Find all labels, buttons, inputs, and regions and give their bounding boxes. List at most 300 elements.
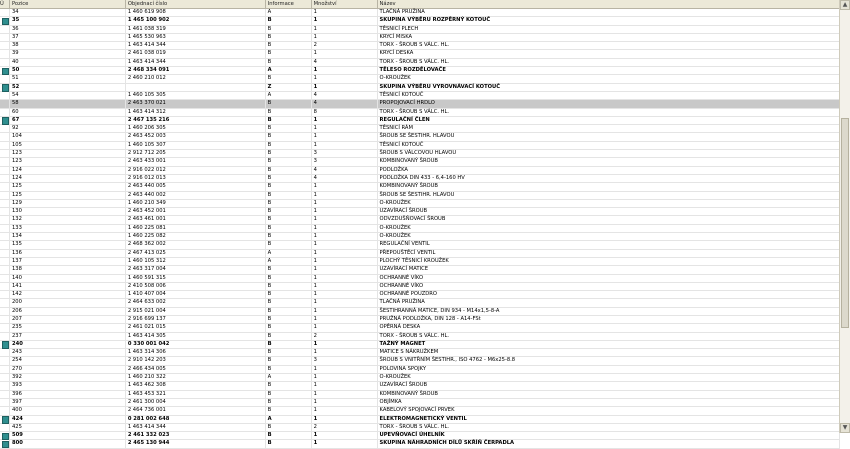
cell-pozice: 52: [10, 84, 126, 91]
cell-mnozstvi: 1: [312, 133, 378, 140]
cell-mnozstvi: 1: [312, 117, 378, 124]
cell-pozice: 142: [10, 291, 126, 298]
cell-pozice: 92: [10, 125, 126, 132]
cell-nazev: O-KROUŽEK: [378, 75, 840, 82]
cell-objednaci-cislo: 2 461 038 019: [126, 50, 266, 57]
cell-objednaci-cislo: 0 281 002 648: [126, 416, 266, 423]
cell-u: [0, 399, 10, 406]
cell-pozice: 254: [10, 357, 126, 364]
table-row[interactable]: [0, 117, 840, 125]
cell-informace: B: [266, 324, 312, 331]
cell-pozice: 135: [10, 241, 126, 248]
cell-u: [0, 192, 10, 199]
table-row[interactable]: [0, 67, 840, 75]
cell-objednaci-cislo: 2 463 317 004: [126, 266, 266, 273]
cell-informace: B: [266, 432, 312, 439]
table-row[interactable]: [0, 200, 840, 208]
table-row[interactable]: [0, 316, 840, 324]
cell-nazev: TĚSNICÍ RÁM: [378, 125, 840, 132]
cell-objednaci-cislo: 1 460 206 305: [126, 125, 266, 132]
cell-nazev: OBJÍMKA: [378, 399, 840, 406]
cell-u: [0, 432, 10, 439]
cell-u: [0, 26, 10, 33]
cell-mnozstvi: 1: [312, 266, 378, 273]
cell-objednaci-cislo: 1 463 414 344: [126, 424, 266, 431]
cell-mnozstvi: 1: [312, 84, 378, 91]
assembly-group-icon: [2, 441, 9, 449]
cell-nazev: TLAČNÁ PRUŽINA: [378, 299, 840, 306]
column-header-pozice[interactable]: Pozice: [10, 0, 126, 8]
cell-objednaci-cislo: 1 460 210 349: [126, 200, 266, 207]
assembly-group-icon: [2, 433, 9, 441]
cell-u: [0, 117, 10, 124]
cell-nazev: KRYCÍ MISKA: [378, 34, 840, 41]
cell-u: [0, 316, 10, 323]
cell-informace: B: [266, 183, 312, 190]
cell-objednaci-cislo: 2 916 012 013: [126, 175, 266, 182]
cell-mnozstvi: 1: [312, 241, 378, 248]
cell-mnozstvi: 3: [312, 150, 378, 157]
cell-u: [0, 59, 10, 66]
cell-mnozstvi: 1: [312, 9, 378, 16]
cell-pozice: 237: [10, 333, 126, 340]
cell-informace: B: [266, 316, 312, 323]
cell-pozice: 37: [10, 34, 126, 41]
cell-nazev: MATICE S NÁKRUŽKEM: [378, 349, 840, 356]
cell-objednaci-cislo: [126, 84, 266, 91]
column-header-u[interactable]: Ú: [0, 0, 10, 8]
cell-pozice: 124: [10, 167, 126, 174]
cell-pozice: 105: [10, 142, 126, 149]
cell-mnozstvi: 1: [312, 142, 378, 149]
cell-u: [0, 133, 10, 140]
table-row[interactable]: [0, 341, 840, 349]
table-row[interactable]: [0, 382, 840, 390]
cell-mnozstvi: 1: [312, 382, 378, 389]
cell-u: [0, 357, 10, 364]
cell-pozice: 509: [10, 432, 126, 439]
cell-mnozstvi: 1: [312, 233, 378, 240]
cell-objednaci-cislo: 2 461 332 023: [126, 432, 266, 439]
table-row[interactable]: [0, 308, 840, 316]
table-row[interactable]: [0, 424, 840, 432]
cell-mnozstvi: 1: [312, 192, 378, 199]
table-row[interactable]: [0, 333, 840, 341]
table-row[interactable]: [0, 34, 840, 42]
cell-u: [0, 324, 10, 331]
cell-informace: B: [266, 391, 312, 398]
table-row[interactable]: [0, 26, 840, 34]
cell-mnozstvi: 1: [312, 258, 378, 265]
cell-informace: B: [266, 349, 312, 356]
cell-nazev: TORX - ŠROUB S VÁLC. HL.: [378, 109, 840, 116]
cell-u: [0, 183, 10, 190]
cell-nazev: ŠROUB S VNITŘNÍM ŠESTIHR., ISO 4762 - M6x25-8.8: [378, 357, 840, 364]
cell-mnozstvi: 1: [312, 440, 378, 447]
cell-informace: B: [266, 59, 312, 66]
cell-objednaci-cislo: 2 467 135 216: [126, 117, 266, 124]
cell-u: [0, 416, 10, 423]
cell-mnozstvi: 1: [312, 299, 378, 306]
cell-mnozstvi: 1: [312, 366, 378, 373]
cell-nazev: TORX - ŠROUB S VÁLC. HL.: [378, 42, 840, 49]
cell-informace: B: [266, 333, 312, 340]
cell-u: [0, 216, 10, 223]
table-row[interactable]: [0, 416, 840, 424]
table-row[interactable]: [0, 399, 840, 407]
cell-nazev: TĚSNICÍ PLECH: [378, 26, 840, 33]
cell-pozice: 39: [10, 50, 126, 57]
cell-informace: B: [266, 34, 312, 41]
cell-u: [0, 258, 10, 265]
cell-u: [0, 241, 10, 248]
cell-objednaci-cislo: 2 912 712 205: [126, 150, 266, 157]
cell-u: [0, 9, 10, 16]
cell-informace: A: [266, 258, 312, 265]
cell-pozice: 54: [10, 92, 126, 99]
cell-objednaci-cislo: 2 410 508 006: [126, 283, 266, 290]
cell-pozice: 58: [10, 100, 126, 107]
cell-nazev: ŠROUB S VÁLCOVOU HLAVOU: [378, 150, 840, 157]
cell-pozice: 800: [10, 440, 126, 447]
cell-informace: B: [266, 357, 312, 364]
cell-objednaci-cislo: 2 463 452 003: [126, 133, 266, 140]
cell-u: [0, 109, 10, 116]
cell-informace: B: [266, 117, 312, 124]
cell-nazev: OCHRANNÉ VÍKO: [378, 283, 840, 290]
table-row[interactable]: [0, 17, 840, 25]
cell-informace: B: [266, 275, 312, 282]
cell-pozice: 400: [10, 407, 126, 414]
cell-objednaci-cislo: 2 461 300 004: [126, 399, 266, 406]
cell-objednaci-cislo: 2 465 130 944: [126, 440, 266, 447]
cell-objednaci-cislo: 1 460 105 305: [126, 92, 266, 99]
cell-mnozstvi: 1: [312, 50, 378, 57]
cell-mnozstvi: 1: [312, 250, 378, 257]
cell-u: [0, 266, 10, 273]
table-row[interactable]: [0, 175, 840, 183]
table-row[interactable]: [0, 357, 840, 365]
table-row[interactable]: [0, 158, 840, 166]
table-row[interactable]: [0, 133, 840, 141]
cell-mnozstvi: 1: [312, 67, 378, 74]
cell-objednaci-cislo: 1 460 105 312: [126, 258, 266, 265]
cell-u: [0, 299, 10, 306]
cell-nazev: OCHRANNÉ POUZDRO: [378, 291, 840, 298]
cell-u: [0, 175, 10, 182]
assembly-group-icon: [2, 84, 9, 92]
cell-pozice: 123: [10, 158, 126, 165]
cell-objednaci-cislo: 2 468 334 091: [126, 67, 266, 74]
cell-mnozstvi: 1: [312, 183, 378, 190]
column-header-nazev[interactable]: Název: [378, 0, 840, 8]
cell-nazev: KABELOVÝ SPOJOVACÍ PRVEK: [378, 407, 840, 414]
cell-pozice: 35: [10, 17, 126, 24]
cell-u: [0, 42, 10, 49]
cell-nazev: PRUŽNÁ PODLOŽKA, DIN 128 - A14-FSt: [378, 316, 840, 323]
cell-informace: B: [266, 241, 312, 248]
cell-objednaci-cislo: 1 410 407 004: [126, 291, 266, 298]
cell-pozice: 270: [10, 366, 126, 373]
cell-mnozstvi: 1: [312, 324, 378, 331]
cell-mnozstvi: 1: [312, 432, 378, 439]
cell-u: [0, 158, 10, 165]
cell-informace: A: [266, 374, 312, 381]
cell-pozice: 206: [10, 308, 126, 315]
cell-u: [0, 84, 10, 91]
cell-u: [0, 440, 10, 447]
cell-nazev: PODLOŽKA DIN 433 - 6,4-160 HV: [378, 175, 840, 182]
cell-mnozstvi: 3: [312, 357, 378, 364]
cell-objednaci-cislo: 1 461 038 319: [126, 26, 266, 33]
cell-nazev: TĚSNICÍ KOTOUČ: [378, 92, 840, 99]
column-header-mnozstvi[interactable]: Množství: [312, 0, 378, 8]
cell-objednaci-cislo: 2 468 362 002: [126, 241, 266, 248]
cell-informace: B: [266, 200, 312, 207]
cell-nazev: ELEKTROMAGNETICKÝ VENTIL: [378, 416, 840, 423]
cell-objednaci-cislo: 1 463 414 344: [126, 42, 266, 49]
cell-u: [0, 34, 10, 41]
cell-mnozstvi: 1: [312, 308, 378, 315]
table-row[interactable]: [0, 299, 840, 307]
cell-mnozstvi: 1: [312, 374, 378, 381]
cell-nazev: REGULAČNÍ ČLEN: [378, 117, 840, 124]
cell-informace: B: [266, 266, 312, 273]
cell-objednaci-cislo: 1 460 225 081: [126, 225, 266, 232]
cell-u: [0, 275, 10, 282]
table-row[interactable]: [0, 250, 840, 258]
cell-u: [0, 67, 10, 74]
cell-informace: A: [266, 92, 312, 99]
table-row[interactable]: [0, 391, 840, 399]
cell-u: [0, 374, 10, 381]
cell-pozice: 130: [10, 208, 126, 215]
cell-pozice: 123: [10, 150, 126, 157]
table-row[interactable]: [0, 241, 840, 249]
table-row[interactable]: [0, 192, 840, 200]
cell-u: [0, 349, 10, 356]
table-row[interactable]: [0, 366, 840, 374]
cell-informace: B: [266, 125, 312, 132]
cell-objednaci-cislo: 2 461 021 015: [126, 324, 266, 331]
table-row[interactable]: [0, 142, 840, 150]
table-row[interactable]: [0, 225, 840, 233]
cell-mnozstvi: 1: [312, 291, 378, 298]
cell-informace: B: [266, 50, 312, 57]
cell-u: [0, 150, 10, 157]
cell-u: [0, 225, 10, 232]
column-header-objednaci-cislo[interactable]: Objednací číslo: [126, 0, 266, 8]
cell-mnozstvi: 1: [312, 200, 378, 207]
cell-u: [0, 167, 10, 174]
cell-objednaci-cislo: 1 463 414 305: [126, 333, 266, 340]
cell-objednaci-cislo: 2 463 461 001: [126, 216, 266, 223]
cell-u: [0, 424, 10, 431]
cell-pozice: 140: [10, 275, 126, 282]
table-row[interactable]: [0, 440, 840, 448]
cell-pozice: 51: [10, 75, 126, 82]
cell-pozice: 138: [10, 266, 126, 273]
cell-u: [0, 407, 10, 414]
cell-mnozstvi: 1: [312, 275, 378, 282]
cell-u: [0, 333, 10, 340]
cell-informace: A: [266, 67, 312, 74]
cell-nazev: KOMBINOVANÝ ŠROUB: [378, 183, 840, 190]
cell-informace: B: [266, 216, 312, 223]
cell-informace: B: [266, 109, 312, 116]
table-row[interactable]: [0, 258, 840, 266]
assembly-group-icon: [2, 117, 9, 125]
cell-objednaci-cislo: 1 460 105 307: [126, 142, 266, 149]
cell-informace: B: [266, 100, 312, 107]
table-row[interactable]: [0, 59, 840, 67]
cell-nazev: O-KROUŽEK: [378, 374, 840, 381]
scroll-up-icon[interactable]: ▲: [840, 0, 850, 10]
scroll-down-icon[interactable]: ▼: [840, 423, 850, 433]
cell-pozice: 132: [10, 216, 126, 223]
table-row[interactable]: [0, 324, 840, 332]
table-row[interactable]: [0, 84, 840, 92]
cell-mnozstvi: 4: [312, 59, 378, 66]
cell-u: [0, 75, 10, 82]
cell-pozice: 125: [10, 183, 126, 190]
column-header-informace[interactable]: Informace: [266, 0, 312, 8]
cell-mnozstvi: 1: [312, 125, 378, 132]
cell-informace: B: [266, 399, 312, 406]
cell-objednaci-cislo: 2 916 022 012: [126, 167, 266, 174]
cell-informace: B: [266, 142, 312, 149]
cell-u: [0, 17, 10, 24]
cell-nazev: OCHRANNÉ VÍKO: [378, 275, 840, 282]
cell-informace: B: [266, 158, 312, 165]
cell-nazev: TAŽNÝ MAGNET: [378, 341, 840, 348]
cell-pozice: 207: [10, 316, 126, 323]
cell-pozice: 424: [10, 416, 126, 423]
cell-nazev: POLOVINA SPOJKY: [378, 366, 840, 373]
table-row[interactable]: [0, 216, 840, 224]
cell-mnozstvi: 4: [312, 92, 378, 99]
cell-objednaci-cislo: 2 463 370 021: [126, 100, 266, 107]
cell-u: [0, 291, 10, 298]
cell-pozice: 134: [10, 233, 126, 240]
cell-informace: B: [266, 382, 312, 389]
table-row[interactable]: [0, 42, 840, 50]
cell-objednaci-cislo: 2 463 433 001: [126, 158, 266, 165]
cell-nazev: ODVZDUŠŇOVACÍ ŠROUB: [378, 216, 840, 223]
cell-pozice: 396: [10, 391, 126, 398]
cell-pozice: 141: [10, 283, 126, 290]
table-row[interactable]: [0, 100, 840, 108]
cell-nazev: OPĚRNÁ DESKA: [378, 324, 840, 331]
table-row[interactable]: [0, 266, 840, 274]
cell-objednaci-cislo: 1 460 619 908: [126, 9, 266, 16]
cell-objednaci-cislo: 1 465 530 963: [126, 34, 266, 41]
cell-u: [0, 341, 10, 348]
cell-nazev: ŠROUB SE ŠESTIHR. HLAVOU: [378, 192, 840, 199]
scrollbar-thumb[interactable]: [841, 118, 849, 328]
table-row[interactable]: [0, 275, 840, 283]
cell-mnozstvi: 1: [312, 283, 378, 290]
cell-informace: B: [266, 407, 312, 414]
table-row[interactable]: [0, 167, 840, 175]
cell-pozice: 392: [10, 374, 126, 381]
cell-informace: B: [266, 341, 312, 348]
cell-mnozstvi: 2: [312, 333, 378, 340]
cell-nazev: TĚLESO ROZDĚLOVAČE: [378, 67, 840, 74]
cell-mnozstvi: 1: [312, 17, 378, 24]
cell-objednaci-cislo: 2 466 434 005: [126, 366, 266, 373]
cell-nazev: O-KROUŽEK: [378, 200, 840, 207]
cell-objednaci-cislo: 1 460 591 315: [126, 275, 266, 282]
cell-informace: B: [266, 366, 312, 373]
table-row[interactable]: [0, 407, 840, 415]
cell-informace: A: [266, 250, 312, 257]
cell-mnozstvi: 4: [312, 100, 378, 107]
cell-u: [0, 233, 10, 240]
cell-u: [0, 208, 10, 215]
cell-informace: B: [266, 150, 312, 157]
cell-mnozstvi: 4: [312, 167, 378, 174]
table-row[interactable]: [0, 183, 840, 191]
cell-informace: A: [266, 9, 312, 16]
vertical-scrollbar[interactable]: [839, 0, 850, 433]
cell-nazev: KOMBINOVANÝ ŠROUB: [378, 158, 840, 165]
cell-mnozstvi: 1: [312, 391, 378, 398]
cell-u: [0, 308, 10, 315]
cell-objednaci-cislo: 2 910 142 203: [126, 357, 266, 364]
cell-pozice: 393: [10, 382, 126, 389]
cell-mnozstvi: 2: [312, 424, 378, 431]
cell-objednaci-cislo: 2 916 699 137: [126, 316, 266, 323]
cell-u: [0, 92, 10, 99]
table-row[interactable]: [0, 109, 840, 117]
cell-objednaci-cislo: 1 460 210 322: [126, 374, 266, 381]
cell-informace: B: [266, 424, 312, 431]
cell-pozice: 200: [10, 299, 126, 306]
cell-objednaci-cislo: 0 330 001 042: [126, 341, 266, 348]
cell-mnozstvi: 1: [312, 34, 378, 41]
table-row[interactable]: [0, 75, 840, 83]
cell-mnozstvi: 2: [312, 42, 378, 49]
cell-pozice: 60: [10, 109, 126, 116]
cell-mnozstvi: 1: [312, 26, 378, 33]
cell-u: [0, 200, 10, 207]
cell-informace: B: [266, 308, 312, 315]
cell-u: [0, 50, 10, 57]
cell-objednaci-cislo: 1 463 414 344: [126, 59, 266, 66]
cell-pozice: 38: [10, 42, 126, 49]
table-row[interactable]: [0, 50, 840, 58]
cell-objednaci-cislo: 2 467 413 025: [126, 250, 266, 257]
cell-objednaci-cislo: 1 463 314 306: [126, 349, 266, 356]
table-body: [0, 9, 840, 449]
cell-nazev: TORX - ŠROUB S VÁLC. HL.: [378, 424, 840, 431]
cell-nazev: SKUPINA VÝBĚRU VYROVNÁVACÍ KOTOUČ: [378, 84, 840, 91]
cell-objednaci-cislo: 1 463 453 321: [126, 391, 266, 398]
cell-mnozstvi: 1: [312, 416, 378, 423]
cell-mnozstvi: 1: [312, 208, 378, 215]
cell-objednaci-cislo: 1 463 414 312: [126, 109, 266, 116]
cell-nazev: KOMBINOVANÝ ŠROUB: [378, 391, 840, 398]
cell-pozice: 67: [10, 117, 126, 124]
cell-nazev: SKUPINA VÝBĚRU ROZPĚRNÝ KOTOUČ: [378, 17, 840, 24]
table-row[interactable]: [0, 283, 840, 291]
cell-u: [0, 125, 10, 132]
cell-pozice: 36: [10, 26, 126, 33]
cell-objednaci-cislo: 2 464 633 002: [126, 299, 266, 306]
cell-pozice: 397: [10, 399, 126, 406]
cell-pozice: 235: [10, 324, 126, 331]
